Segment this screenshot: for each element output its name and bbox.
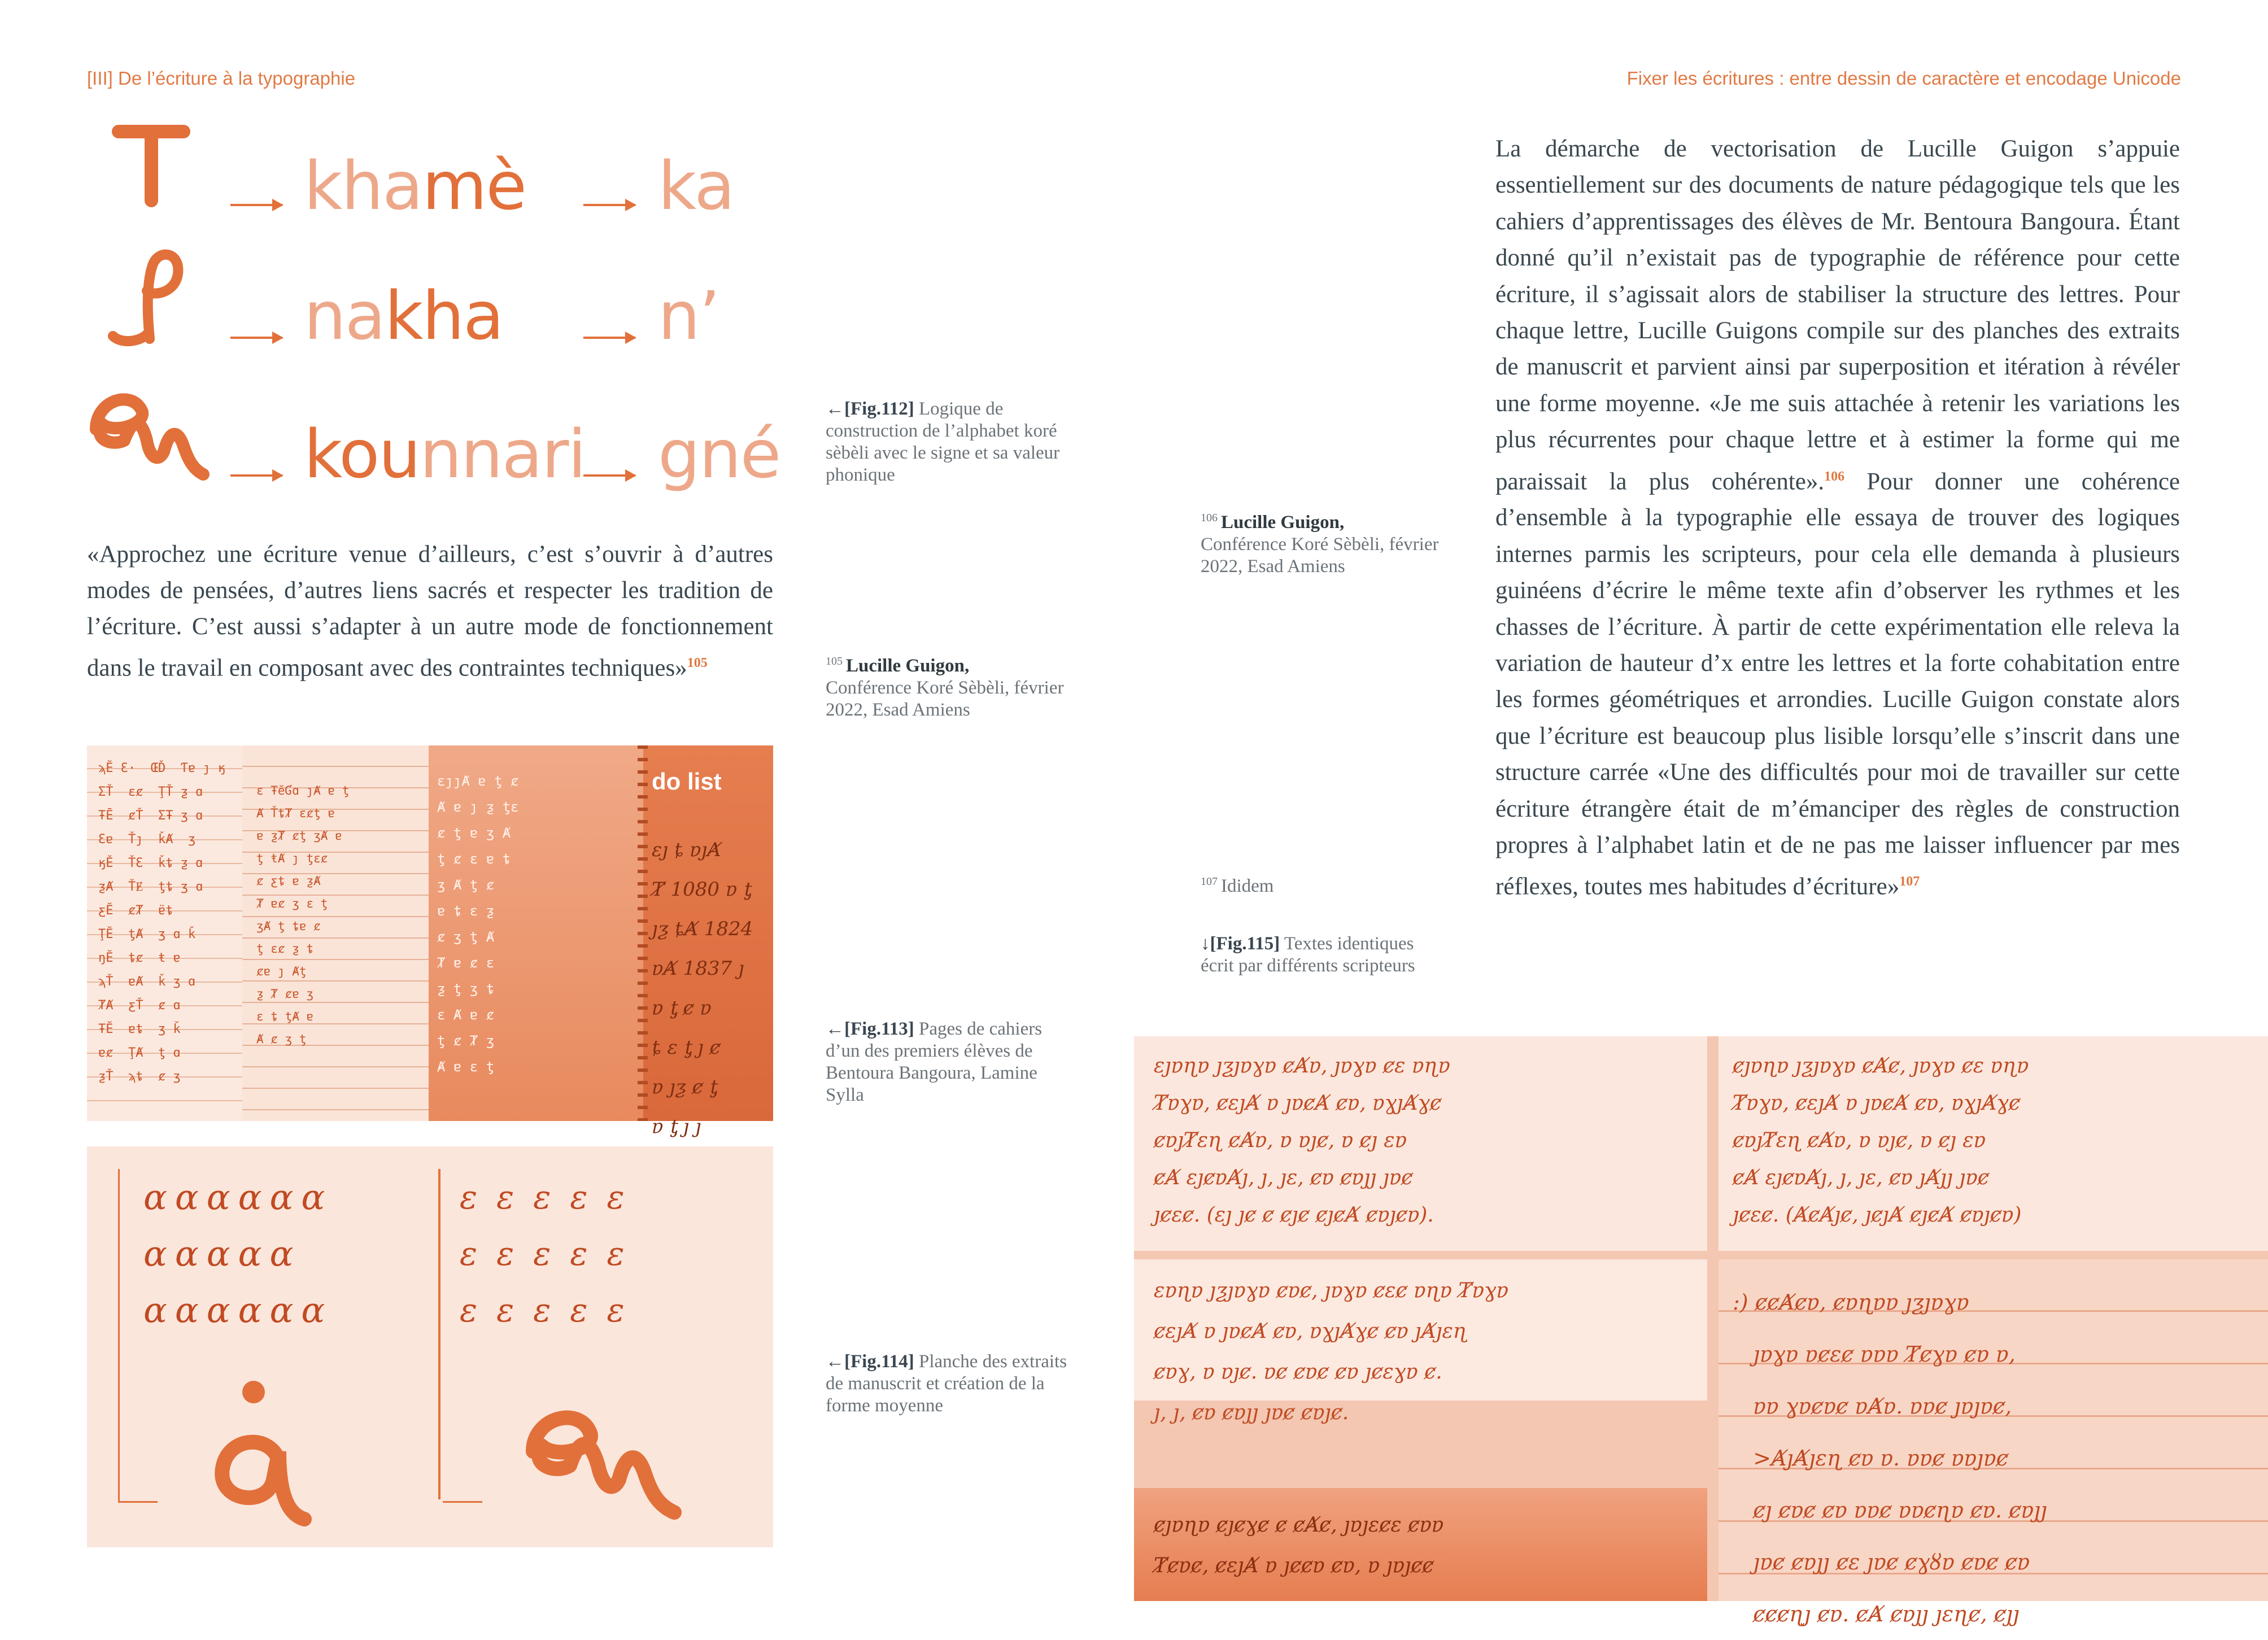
footnote-ref: 106: [1824, 469, 1845, 484]
caption-label: ←[Fig.114]: [826, 1351, 914, 1372]
pull-quote-text: «Approchez une écriture venue d’ailleurs, c’est s’ouvrir à d’autres modes de pensées, d’autres liens sacrés et respecter les tradition de l’écriture. C’est aussi s’adapter à un autre mode de fonctionnement dans le travail en composant avec des contraintes techniques»: [87, 541, 773, 682]
footnote-text: Conférence Koré Sèbèli, février 2022, Esad Amiens: [826, 678, 1064, 720]
footnote-number: 107: [1201, 875, 1218, 888]
letter-averaging-plate-image: [87, 1146, 773, 1547]
footnote-105: [826, 651, 1074, 721]
kore-sebeli-t-icon: [113, 121, 192, 206]
syllable-part: kha: [304, 147, 422, 225]
letter-samples: ɑɑɑɑɑɑ ɑɑɑɑɑ ɑɑɑɑɑɑ: [143, 1176, 333, 1331]
handwriting-sample: ɛɐɳɐ ȷƺȷɐɣɐ ȼɐȼ, ȷɐɣɐ ȼɛȼ ɐɳɐ Ⱦɐɣɐ ȼɛȷȺ ɐ ȷɐȼȺ ȼɐ, ɐɣȷȺɣȼ ȼɐ ȷȺȷɛɳ ȼɐɣ, ɐ ɐȷȼ. ɐȼ ȼɐȼ ȼɐ ȷȼɛɣɐ ȼ. ȷ, ȷ, ȼɐ ȼɐȷȷ ȷɐȼ ȼɐȷȼ.: [1154, 1279, 1508, 1424]
caption-text: Textes identiques écrit par différents scripteurs: [1201, 934, 1415, 976]
footnote-author: Lucille Guigon,: [846, 656, 970, 676]
notebook-pages-image: [87, 745, 773, 1138]
caption-fig113: [826, 1018, 1074, 1106]
average-letter-gn-icon: [516, 1384, 686, 1530]
handwritten-samples-image: [1134, 1036, 2268, 1626]
pull-quote: [87, 537, 773, 686]
arrow-right-icon: [230, 337, 282, 339]
caption-text: Pages de cahiers d’un des premiers élèves de Bentoura Bangoura, Lamine Sylla: [826, 1019, 1043, 1105]
footnote-text: Ididem: [1221, 876, 1274, 896]
caption-label: ←[Fig.113]: [826, 1019, 914, 1039]
handwriting-sample: ɛȷɐɳɐ ȷƺȷɐɣɐ ȼȺɐ, ȷɐɣɐ ȼɛ ɐɳɐ Ⱦɐɣɐ, ȼɛȷȺ ɐ ȷɐȼȺ ȼɐ, ɐɣȷȺɣȼ ȼɐȷȾɛɳ ȼȺɐ, ɐ ɐȷȼ, ɐ ȼȷ ɛɐ ȼȺ ɛȷȼɐȺȷ, ȷ, ȷɛ, ȼɐ ȼɐȷȷ ȷɐȼ ȷȼɛȼ. (ɛȷ ȷȼ ȼ ȼȷȼ ȼȷȼȺ ȼɐȷȼɐ).: [1154, 1054, 1450, 1227]
footnote-text: Conférence Koré Sèbèli, février 2022, Esad Amiens: [1201, 534, 1439, 577]
caption-fig115: [1201, 933, 1438, 977]
letter-samples: ɛɛɛɛɛ ɛɛɛɛɛ ɛɛɛɛɛ: [460, 1178, 644, 1329]
arrow-right-icon: [583, 337, 635, 339]
handwriting-sample: ȼȷɐɳɐ ȼȷȼɣȼ ȼ ȼȺȼ, ȷɐȷɛȼɛ ȼɐɐ Ⱦȼɐȼ, ȼɛȷȺ ɐ ȷȼȼɐ ȼɐ, ɐ ȷɐȷȼȼ: [1154, 1513, 1444, 1577]
footnote-number: 106: [1201, 512, 1218, 524]
connector-line: [118, 1501, 158, 1503]
phonetic-value: gné: [658, 415, 780, 493]
caption-text: Planche des extraits de manuscrit et création de la forme moyenne: [826, 1351, 1067, 1416]
connector-line: [443, 1501, 482, 1503]
arrow-right-icon: [230, 204, 282, 206]
phonetic-value: ka: [658, 147, 734, 225]
syllable-part: na: [304, 277, 385, 355]
syllable-name: [304, 147, 526, 225]
footnote-107: [1201, 871, 1449, 897]
arrow-right-icon: [583, 474, 635, 477]
footnote-author: Lucille Guigon,: [1221, 512, 1345, 533]
caption-label: ↓[Fig.115]: [1201, 934, 1280, 954]
footnote-ref: 107: [1899, 874, 1920, 889]
syllable-part: nnari: [420, 415, 586, 493]
handwriting-sample: :) ȼȼȺȼɐ, ȼɐɳɐɐ ȷƺȷɐɣɐ ȷɐɣɐ ɐȼɛȼ ɐɐɐ Ⱦȼɣɐ ȼɐ ɐ, ɐɐ ɣɐȼɐȼ ɐȺɐ. ɐɐȼ ȷɐȷɐȼ, >ȺȷȺȷɛɳ ȼɐ ɐ. ɐɐȼ ɐɐȷɐȼ ȼȷ ȼɐȼ ȼɐ ɐɐȼ ɐɐȼɳɐ ȼɐ. ȼɐȷȷ ȷɐȼ ȼɐȷȷ ȼɛ ȷɐȼ ȼɣȣɐ ȼɐȼ ȼɐ ȼȼȼɳȷ ȼɐ. ȼȺ ȼɐȷȷ ȷɛɳȼ, ȼȷȷ: [1733, 1290, 2047, 1626]
syllable-part-highlight: mè: [422, 147, 526, 225]
body-paragraph: La démarche de vectorisation de Lucille Guigon s’appuie essentiellement sur des documents de nature pédagogique tels que les cahiers d’apprentissages des élèves de Mr. Bentoura Bangoura. Étant donné qu’il n’existait pas de typographie de référence pour cette écriture, il s’agissait alors de stabiliser la structure des lettres. Pour chaque lettre, Lucille Guigons compile sur des planches des extraits de manuscrit et parvient ainsi par superposition et itération à révéler une forme moyenne. «Je me suis attachée à retenir les variations les plus récurrentes pour chaque lettre et à estimer la forme qui me paraissait la plus cohérente».: [1495, 136, 2180, 495]
handwriting-block: ϡĔ Ɛ· ŒĎ Ƭɐ ȷ ӄ ƩŤ ɛȼ ŢŤ ƺ ɑ ŦĒ ȼŤ ƩŦ ʒ ɑ Ɛɐ Ťȷ ǩȺ ʒ ӄĚ ŤƐ ǩȶ ƺ ɑ ƺȺ ŤɆ ƫȶ ʒ ɑ ƹĔ ȼȾ ɐ̈ȶ ŢĔ ƫȺ ʒ ɑ ǩ ŋĔ ȶȼ ŧ ɐ ϡŤ ɐȺ ǩ ʒ ɑ ȾȺ ƹŤ ȼ ɑ ŦĔ ɐȶ ʒ ǩ ɐȼ ŢȺ ƫ ɑ ƺŤ ϡȶ ȼ ʒ: [98, 761, 226, 1084]
handwriting-block: ɛȷȷȺ ɐ ƫ ȼ Ⱥ ɐ ȷ ƺ ƫɛ ȼ ƫ ɐ ʒ Ⱥ ƫ ȼ ɛ ɐ ȶ ʒ Ⱥ ƫ ȼ ɐ ȶ ɛ ƺ ȼ ʒ ƫ Ⱥ Ⱦ ɐ ȼ ɛ ƺ ƫ ʒ ȶ ɛ Ⱥ ɐ ȼ ƫ ȼ Ⱦ ʒ Ⱥ ɐ ɛ ƫ: [437, 773, 519, 1075]
footnote-106: [1201, 507, 1449, 578]
todo-label: do list: [652, 768, 722, 795]
caption-fig112: [826, 398, 1074, 486]
arrow-right-icon: [230, 474, 282, 477]
connector-line: [118, 1169, 120, 1502]
body-text: [1495, 131, 2180, 905]
footnote-number: 105: [826, 655, 843, 668]
caption-text: Logique de construction de l’alphabet koré sèbèli avec le signe et sa valeur phonique: [826, 399, 1060, 485]
kore-sebeli-gn-icon: [85, 378, 215, 491]
average-letter-a-icon: [189, 1372, 319, 1536]
footnote-ref: 105: [687, 656, 708, 670]
syllable-part-highlight: kou: [304, 415, 420, 493]
kore-sebeli-n-icon: [107, 243, 198, 347]
running-header-right: Fixer les écritures : entre dessin de caractère et encodage Unicode: [1626, 68, 2181, 89]
handwriting-block: ɛ ŦĕƓɑ ȷȺ ɐ ƫ Ⱥ ŤȶȾ ɛȼƫ ɐ ɐ ƺȾ ȼƫ ʒȺ ɐ ƫ ŧȺ ȷ ƫɛȼ ȼ ƹȶ ɐ ƺȺ Ⱦ ɐȼ ʒ ɛ ƫ ʒȺ ƫ ȶɐ ȼ ƫ ɛȼ ƺ ȶ ȼɐ ȷ Ⱥƫ ƺ Ⱦ ȼɐ ʒ ɛ ȶ ƫȺ ɐ Ⱥ ȼ ʒ ƫ: [256, 784, 350, 1046]
body-paragraph: Pour donner une cohérence d’ensemble à la typographie elle essaya de trouver des logiques internes parmis les scripteurs, pour cela elle demanda à plusieurs guinéens d’écrire le même texte afin d’observer les rythmes et les chasses de l’écriture. À partir de cette expérimentation elle releva la variation de hauteur d’x entre les lettres et la forte cohabitation entre les formes géométriques et arrondies. Lucille Guigon constate alors que l’écriture est beaucoup plus lisible lorsqu’elle s’inscrit dans une structure carrée «Une des difficultés pour moi de travailler sur cette écriture étrangère était de m’émanciper des règles de construction propres à l’alphabet latin et de ne pas me laisser influencer par mes réflexes, toutes mes habitudes d’écriture»: [1495, 468, 2180, 900]
running-header-left: [III] De l’écriture à la typographie: [87, 68, 356, 89]
syllable-part-highlight: kha: [385, 277, 503, 355]
phonetic-value: n’: [658, 277, 719, 355]
syllable-name: [304, 415, 586, 493]
arrow-right-icon: [583, 204, 635, 206]
caption-label: ←[Fig.112]: [826, 399, 914, 419]
handwriting-sample: ȼȷɐɳɐ ȷƺȷɐɣɐ ȼȺȼ, ȷɐɣɐ ȼɛ ɐɳɐ Ⱦɐɣɐ, ȼɛȷȺ ɐ ȷɐȼȺ ȼɐ, ɐɣȷȺɣȼ ȼɐȷȾɛɳ ȼȺɐ, ɐ ɐȷȼ, ɐ ȼȷ ɛɐ ȼȺ ɛȷȼɐȺȷ, ȷ, ȷɛ, ȼɐ ȷȺȷȷ ȷɐȼ ȷȼɛȼ. (ȺȼȺȷȼ, ȷȼȷȺ ȼȷȼȺ ȼɐȷȼɐ): [1733, 1054, 2029, 1227]
notebook-spiral: [638, 745, 648, 1121]
divider-line: [438, 1169, 440, 1499]
syllable-name: [304, 277, 503, 355]
caption-fig114: [826, 1351, 1074, 1417]
handwriting-block: ɛȷ ȶ ɐȷȺ Ⱦ 1080 ɐ ƫ ȷƺ ȶȺ 1824 ɐȺ 1837 ȷ ɐ ƫ ȼ ɐ ȶ ɛ ƫ ȷ ȼ ɐ ȷƺ ȼ ƫ ɐ ƫ ȷ ȷ: [652, 839, 753, 1138]
